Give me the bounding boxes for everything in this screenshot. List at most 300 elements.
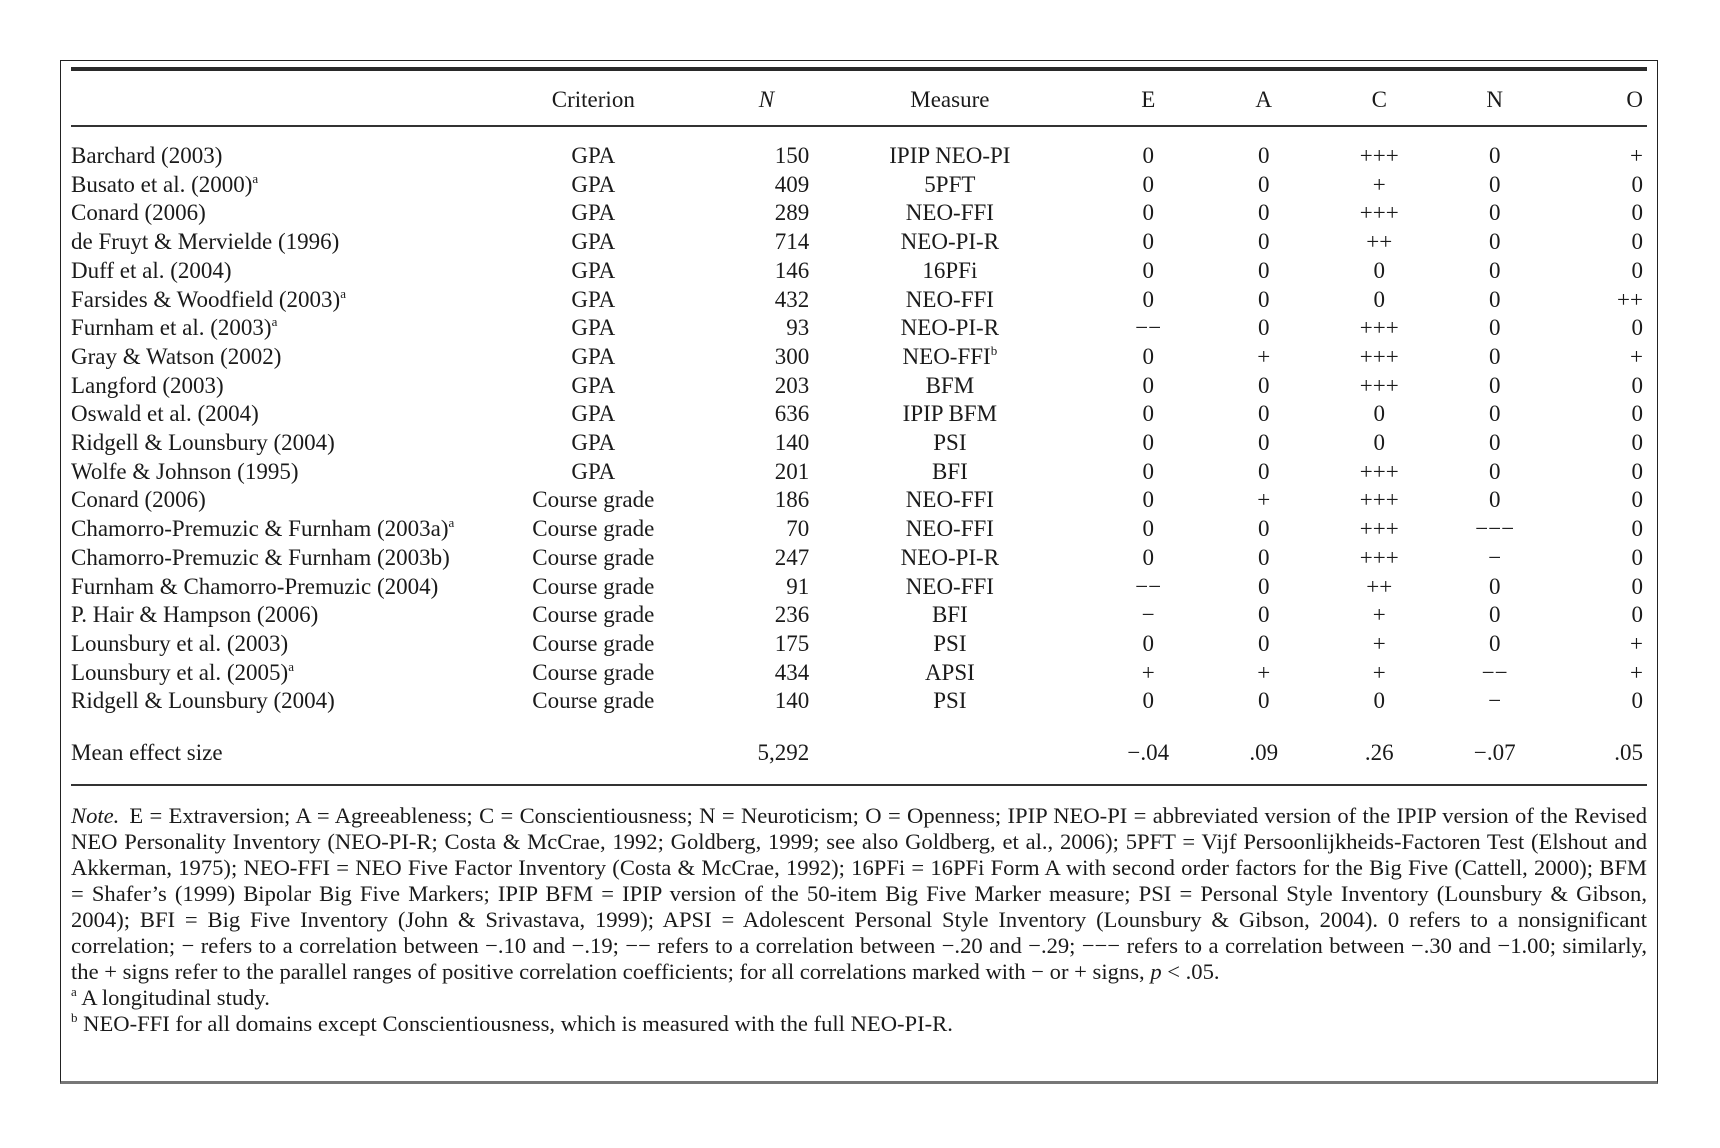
cell-e (1090, 400, 1206, 429)
cell-o-text: 0 (1631, 544, 1643, 570)
cell-neuroticism (1437, 142, 1553, 171)
cell-o (1552, 199, 1647, 228)
cell-c (1321, 544, 1437, 573)
table-row (71, 286, 1647, 315)
cell-criterion (513, 659, 674, 688)
cell-o-text: ++ (1617, 286, 1643, 312)
cell-a-text: 0 (1257, 573, 1270, 599)
cell-o (1552, 573, 1647, 602)
cell-criterion (513, 171, 674, 200)
cell-neuroticism (1437, 486, 1553, 515)
table-row (71, 314, 1647, 343)
cell-study-text: Conard (2006) (71, 487, 206, 513)
cell-study-text: Duff et al. (2004) (71, 257, 232, 283)
cell-c (1321, 486, 1437, 515)
cell-measure-text: PSI (933, 630, 967, 656)
cell-neuroticism (1437, 257, 1553, 286)
cell-a (1206, 601, 1322, 630)
cell-o-text: 0 (1631, 171, 1643, 197)
cell-e-text: −− (1135, 315, 1162, 341)
cell-n-text: 201 (774, 458, 810, 484)
cell-a-text: 0 (1257, 229, 1270, 255)
cell-e-text: 0 (1142, 343, 1154, 369)
cell-e-text: 0 (1142, 487, 1154, 513)
cell-e (1090, 314, 1206, 343)
cell-measure (809, 429, 1090, 458)
cell-criterion (513, 515, 674, 544)
cell-measure (809, 257, 1090, 286)
cell-e-text: 0 (1142, 544, 1154, 570)
cell-c (1321, 458, 1437, 487)
cell-criterion (513, 486, 674, 515)
cell-c-text: +++ (1359, 487, 1399, 513)
cell-measure (809, 314, 1090, 343)
cell-e-text: 0 (1142, 458, 1154, 484)
cell-study (71, 228, 513, 257)
table-row (71, 544, 1647, 573)
cell-c (1321, 687, 1437, 716)
cell-neuroticism (1437, 343, 1553, 372)
cell-measure-text: BFI (931, 602, 968, 628)
mean-criterion (513, 739, 674, 768)
cell-o (1552, 257, 1647, 286)
cell-o-text: 0 (1631, 602, 1643, 628)
cell-criterion (513, 286, 674, 315)
cell-study-text: P. Hair & Hampson (2006) (71, 602, 319, 628)
cell-c (1321, 343, 1437, 372)
cell-o-text: 0 (1631, 315, 1643, 341)
cell-n (674, 343, 810, 372)
cell-measure-text: BFM (925, 372, 975, 398)
cell-measure (809, 171, 1090, 200)
cell-n (674, 199, 810, 228)
cell-a-text: 0 (1257, 401, 1270, 427)
cell-n (674, 630, 810, 659)
cell-n-text: 409 (774, 171, 810, 197)
cell-criterion-text: GPA (571, 200, 616, 226)
table-row (71, 659, 1647, 688)
study-footnote-mark: a (271, 314, 278, 330)
cell-e-text: 0 (1142, 286, 1154, 312)
cell-neuroticism-text: 0 (1488, 200, 1501, 226)
cell-a (1206, 343, 1322, 372)
cell-o-text: 0 (1631, 430, 1643, 456)
cell-neuroticism (1437, 286, 1553, 315)
cell-study (71, 687, 513, 716)
cell-a (1206, 630, 1322, 659)
cell-e-text: 0 (1142, 171, 1154, 197)
cell-e-text: 0 (1142, 200, 1154, 226)
cell-study-text: Lounsbury et al. (2003) (71, 630, 289, 656)
cell-study-text: Ridgell & Lounsbury (2004) (71, 430, 335, 456)
cell-neuroticism-text: 0 (1488, 430, 1501, 456)
cell-study (71, 486, 513, 515)
table-row (71, 573, 1647, 602)
cell-o (1552, 601, 1647, 630)
cell-study (71, 544, 513, 573)
cell-study-text: Farsides & Woodfield (2003) (71, 286, 341, 312)
cell-c-text: +++ (1359, 143, 1399, 168)
cell-study (71, 601, 513, 630)
cell-study (71, 314, 513, 343)
cell-criterion (513, 400, 674, 429)
cell-study (71, 400, 513, 429)
cell-study (71, 199, 513, 228)
cell-o (1552, 171, 1647, 200)
cell-criterion-text: GPA (571, 372, 616, 398)
cell-neuroticism (1437, 458, 1553, 487)
cell-a (1206, 486, 1322, 515)
cell-measure-text: 5PFT (924, 171, 976, 197)
cell-n (674, 429, 810, 458)
cell-measure (809, 142, 1090, 171)
header-n: N (758, 86, 775, 112)
cell-neuroticism (1437, 171, 1553, 200)
cell-e (1090, 343, 1206, 372)
cell-n (674, 372, 810, 401)
cell-neuroticism-text: 0 (1488, 401, 1501, 427)
cell-a (1206, 429, 1322, 458)
cell-e (1090, 199, 1206, 228)
cell-c (1321, 199, 1437, 228)
cell-measure (809, 228, 1090, 257)
mean-neuroticism: −.07 (1473, 740, 1516, 766)
cell-a-text: 0 (1257, 630, 1270, 656)
cell-measure (809, 515, 1090, 544)
table-body (71, 125, 1647, 716)
cell-n (674, 687, 810, 716)
cell-a (1206, 372, 1322, 401)
cell-c-text: +++ (1359, 315, 1399, 341)
cell-a (1206, 687, 1322, 716)
cell-a-text: + (1257, 343, 1271, 369)
cell-criterion (513, 687, 674, 716)
cell-c-text: 0 (1373, 430, 1385, 456)
cell-neuroticism (1437, 601, 1553, 630)
cell-study-text: de Fruyt & Mervielde (1996) (71, 229, 340, 255)
cell-c-text: 0 (1373, 401, 1385, 427)
cell-a-text: 0 (1257, 516, 1270, 542)
cell-measure-text: NEO-FFI (905, 487, 994, 513)
cell-a-text: 0 (1257, 143, 1270, 168)
cell-c (1321, 573, 1437, 602)
cell-study (71, 429, 513, 458)
cell-o-text: + (1630, 143, 1643, 168)
footnote-b-text: NEO-FFI for all domains except Conscientiousness, which is measured with the full NEO-PI-R. (83, 1011, 953, 1036)
cell-criterion-text: GPA (571, 430, 616, 456)
table-row (71, 601, 1647, 630)
spacer-cell (71, 125, 1647, 142)
table-row (71, 142, 1647, 171)
cell-measure-text: NEO-FFI (902, 343, 991, 369)
cell-e (1090, 228, 1206, 257)
measure-footnote-mark: b (990, 342, 998, 358)
cell-n-text: 203 (774, 372, 810, 398)
cell-n-text: 432 (774, 286, 810, 312)
cell-a-text: 0 (1257, 430, 1270, 456)
cell-study-text: Langford (2003) (71, 372, 224, 398)
cell-neuroticism-text: 0 (1488, 343, 1501, 369)
cell-n (674, 458, 810, 487)
cell-c (1321, 372, 1437, 401)
cell-o-text: 0 (1631, 257, 1643, 283)
cell-criterion-text: Course grade (532, 602, 655, 628)
cell-a (1206, 573, 1322, 602)
cell-c-text: + (1372, 659, 1386, 685)
cell-measure-text: IPIP BFM (902, 401, 998, 427)
note-paragraph (71, 803, 1647, 985)
cell-n (674, 400, 810, 429)
mean-section (71, 716, 1647, 768)
cell-n-text: 91 (786, 573, 810, 599)
cell-study (71, 372, 513, 401)
spacer-row (71, 716, 1647, 739)
cell-n-text: 146 (774, 257, 810, 283)
cell-o (1552, 630, 1647, 659)
cell-criterion-text: Course grade (532, 630, 655, 656)
cell-study-text: Ridgell & Lounsbury (2004) (71, 688, 335, 714)
cell-o (1552, 458, 1647, 487)
cell-e (1090, 601, 1206, 630)
cell-measure (809, 573, 1090, 602)
cell-o-text: 0 (1631, 229, 1643, 255)
cell-o (1552, 286, 1647, 315)
mean-rule (71, 784, 1647, 786)
footnote-a (71, 985, 1647, 1011)
cell-study-text: Furnham et al. (2003) (71, 315, 272, 341)
study-footnote-mark: a (340, 285, 346, 301)
cell-c (1321, 314, 1437, 343)
study-footnote-mark: a (288, 658, 294, 674)
mean-label: Mean effect size (71, 740, 223, 766)
cell-criterion-text: GPA (571, 229, 616, 255)
cell-e-text: 0 (1142, 401, 1154, 427)
cell-e-text: 0 (1142, 430, 1154, 456)
cell-e (1090, 486, 1206, 515)
cell-study-text: Lounsbury et al. (2005) (71, 659, 289, 685)
cell-study (71, 286, 513, 315)
cell-n-text: 434 (774, 659, 810, 685)
cell-measure (809, 286, 1090, 315)
cell-n-text: 236 (774, 602, 810, 628)
cell-neuroticism (1437, 573, 1553, 602)
cell-study-text: Gray & Watson (2002) (71, 343, 282, 369)
cell-e-text: 0 (1142, 143, 1154, 168)
cell-neuroticism (1437, 314, 1553, 343)
cell-o (1552, 687, 1647, 716)
cell-c-text: 0 (1373, 257, 1385, 283)
cell-neuroticism-text: −− (1481, 659, 1508, 685)
cell-study-text: Barchard (2003) (71, 143, 223, 168)
cell-study-text: Chamorro-Premuzic & Furnham (2003a) (71, 516, 449, 542)
cell-n (674, 314, 810, 343)
cell-neuroticism (1437, 372, 1553, 401)
cell-e (1090, 257, 1206, 286)
cell-criterion-text: Course grade (532, 544, 655, 570)
cell-measure-text: APSI (924, 659, 975, 685)
cell-e (1090, 630, 1206, 659)
cell-criterion (513, 228, 674, 257)
cell-n-text: 247 (774, 544, 810, 570)
cell-o-text: + (1630, 630, 1643, 656)
cell-o (1552, 314, 1647, 343)
cell-criterion-text: GPA (571, 315, 616, 341)
header-c: C (1371, 86, 1387, 112)
table-row (71, 199, 1647, 228)
cell-neuroticism-text: 0 (1488, 573, 1501, 599)
cell-e (1090, 372, 1206, 401)
cell-o-text: + (1630, 343, 1643, 369)
cell-criterion-text: Course grade (532, 688, 655, 714)
spacer-cell (71, 716, 1647, 739)
cell-c-text: + (1372, 630, 1386, 656)
cell-o-text: 0 (1631, 458, 1643, 484)
table-row (71, 343, 1647, 372)
cell-c-text: +++ (1359, 458, 1399, 484)
cell-study (71, 573, 513, 602)
cell-o (1552, 515, 1647, 544)
cell-o (1552, 486, 1647, 515)
cell-measure-text: 16PFi (922, 257, 978, 283)
cell-n-text: 140 (774, 430, 810, 456)
cell-measure-text: PSI (933, 430, 967, 456)
cell-o (1552, 343, 1647, 372)
mean-o: .05 (1614, 740, 1643, 766)
cell-study (71, 257, 513, 286)
cell-c-text: 0 (1373, 688, 1385, 714)
cell-measure (809, 199, 1090, 228)
cell-measure-text: NEO-FFI (905, 516, 994, 542)
cell-measure-text: NEO-FFI (905, 286, 994, 312)
table-row (71, 429, 1647, 458)
table-row (71, 486, 1647, 515)
note-text: E = Extraversion; A = Agreeableness; C = Conscientiousness; N = Neuroticism; O = Openness; IPIP NEO-PI = abbreviated version of the IPIP version of the Revised NEO Personality Inventory (NEO-PI-R; Costa & McCrae, 1992; Goldberg, 1999; see also Goldberg, et al., 2006); 5PFT = Vijf Persoonlijkheids-Factoren Test (Elshout and Akkerman, 1975); NEO-FFI = NEO Five Factor Inventory (Costa & McCrae, 1992); 16PFi = 16PFi Form A with second order factors for the Big Five (Cattell, 2000); BFM = Shafer’s (1999) Bipolar Big Five Markers; IPIP BFM = IPIP version of the 50-item Big Five Marker measure; PSI = Personal Style Inventory (Lounsbury & Gibson, 2004); BFI = Big Five Inventory (John & Srivastava, 1999); APSI = Adolescent Personal Style Inventory (Lounsbury & Gibson, 2004). 0 refers to a nonsignificant correlation; − refers to a correlation between −.10 and −.19; −− refers to a correlation between −.20 and −.29; −−− refers to a correlation between −.30 and −1.00; similarly, the + signs refer to the parallel ranges of positive correlation coefficients; for all correlations marked with − or + signs, (71, 803, 1647, 984)
cell-e (1090, 659, 1206, 688)
cell-c-text: +++ (1359, 516, 1399, 542)
cell-a-text: 0 (1257, 286, 1270, 312)
cell-neuroticism-text: 0 (1488, 257, 1501, 283)
cell-neuroticism-text: −−− (1475, 516, 1515, 542)
cell-a (1206, 400, 1322, 429)
cell-o-text: 0 (1631, 516, 1643, 542)
cell-neuroticism (1437, 429, 1553, 458)
cell-a (1206, 286, 1322, 315)
cell-study-text: Conard (2006) (71, 200, 206, 226)
cell-o (1552, 400, 1647, 429)
note-lead: Note. (71, 803, 120, 828)
cell-criterion-text: Course grade (532, 573, 655, 599)
cell-study (71, 630, 513, 659)
cell-neuroticism (1437, 687, 1553, 716)
cell-measure (809, 601, 1090, 630)
cell-c (1321, 286, 1437, 315)
cell-c (1321, 228, 1437, 257)
cell-measure (809, 630, 1090, 659)
header-measure: Measure (910, 86, 990, 112)
top-rule (71, 67, 1647, 71)
header-row (71, 75, 1647, 125)
cell-e-text: 0 (1142, 688, 1154, 714)
cell-o (1552, 142, 1647, 171)
cell-n (674, 286, 810, 315)
cell-n-text: 714 (774, 229, 810, 255)
cell-o (1552, 429, 1647, 458)
cell-e-text: − (1141, 602, 1155, 628)
cell-measure-text: NEO-FFI (905, 573, 994, 599)
cell-study-text: Oswald et al. (2004) (71, 401, 259, 427)
cell-c (1321, 400, 1437, 429)
cell-measure (809, 687, 1090, 716)
cell-neuroticism-text: 0 (1488, 229, 1501, 255)
cell-c-text: +++ (1359, 544, 1399, 570)
cell-c-text: +++ (1359, 200, 1399, 226)
cell-criterion (513, 573, 674, 602)
cell-measure (809, 659, 1090, 688)
cell-criterion (513, 601, 674, 630)
cell-neuroticism (1437, 630, 1553, 659)
cell-neuroticism-text: 0 (1488, 602, 1501, 628)
cell-n-text: 289 (774, 200, 810, 226)
cell-measure-text: IPIP NEO-PI (889, 143, 1011, 168)
cell-a-text: 0 (1257, 200, 1270, 226)
cell-a (1206, 228, 1322, 257)
cell-e (1090, 429, 1206, 458)
cell-criterion-text: Course grade (532, 659, 655, 685)
cell-neuroticism-text: − (1488, 688, 1502, 714)
cell-n (674, 659, 810, 688)
cell-measure-text: NEO-FFI (905, 200, 994, 226)
mean-measure (809, 739, 1090, 768)
cell-a-text: 0 (1257, 458, 1270, 484)
table-note (71, 803, 1647, 1037)
cell-a-text: + (1257, 659, 1271, 685)
cell-c (1321, 429, 1437, 458)
cell-measure (809, 372, 1090, 401)
cell-o-text: + (1630, 659, 1643, 685)
cell-o-text: 0 (1631, 200, 1643, 226)
cell-e (1090, 171, 1206, 200)
cell-criterion (513, 199, 674, 228)
cell-o-text: 0 (1631, 688, 1643, 714)
cell-c-text: +++ (1359, 372, 1399, 398)
cell-c (1321, 630, 1437, 659)
cell-n (674, 544, 810, 573)
cell-measure (809, 458, 1090, 487)
cell-n (674, 573, 810, 602)
mean-row (71, 739, 1647, 768)
cell-a-text: + (1257, 487, 1271, 513)
cell-a-text: 0 (1257, 688, 1270, 714)
cell-neuroticism-text: 0 (1488, 487, 1501, 513)
cell-measure-text: BFI (931, 458, 968, 484)
cell-e (1090, 515, 1206, 544)
cell-e (1090, 458, 1206, 487)
cell-n (674, 486, 810, 515)
cell-criterion-text: GPA (571, 343, 616, 369)
mean-n: 5,292 (757, 740, 810, 766)
cell-study (71, 343, 513, 372)
cell-criterion (513, 429, 674, 458)
cell-c (1321, 142, 1437, 171)
header-neuroticism: N (1486, 86, 1504, 112)
cell-c (1321, 171, 1437, 200)
cell-measure (809, 400, 1090, 429)
table-row (71, 400, 1647, 429)
header-criterion: Criterion (551, 86, 635, 112)
table-row (71, 171, 1647, 200)
cell-o (1552, 372, 1647, 401)
table-row (71, 257, 1647, 286)
